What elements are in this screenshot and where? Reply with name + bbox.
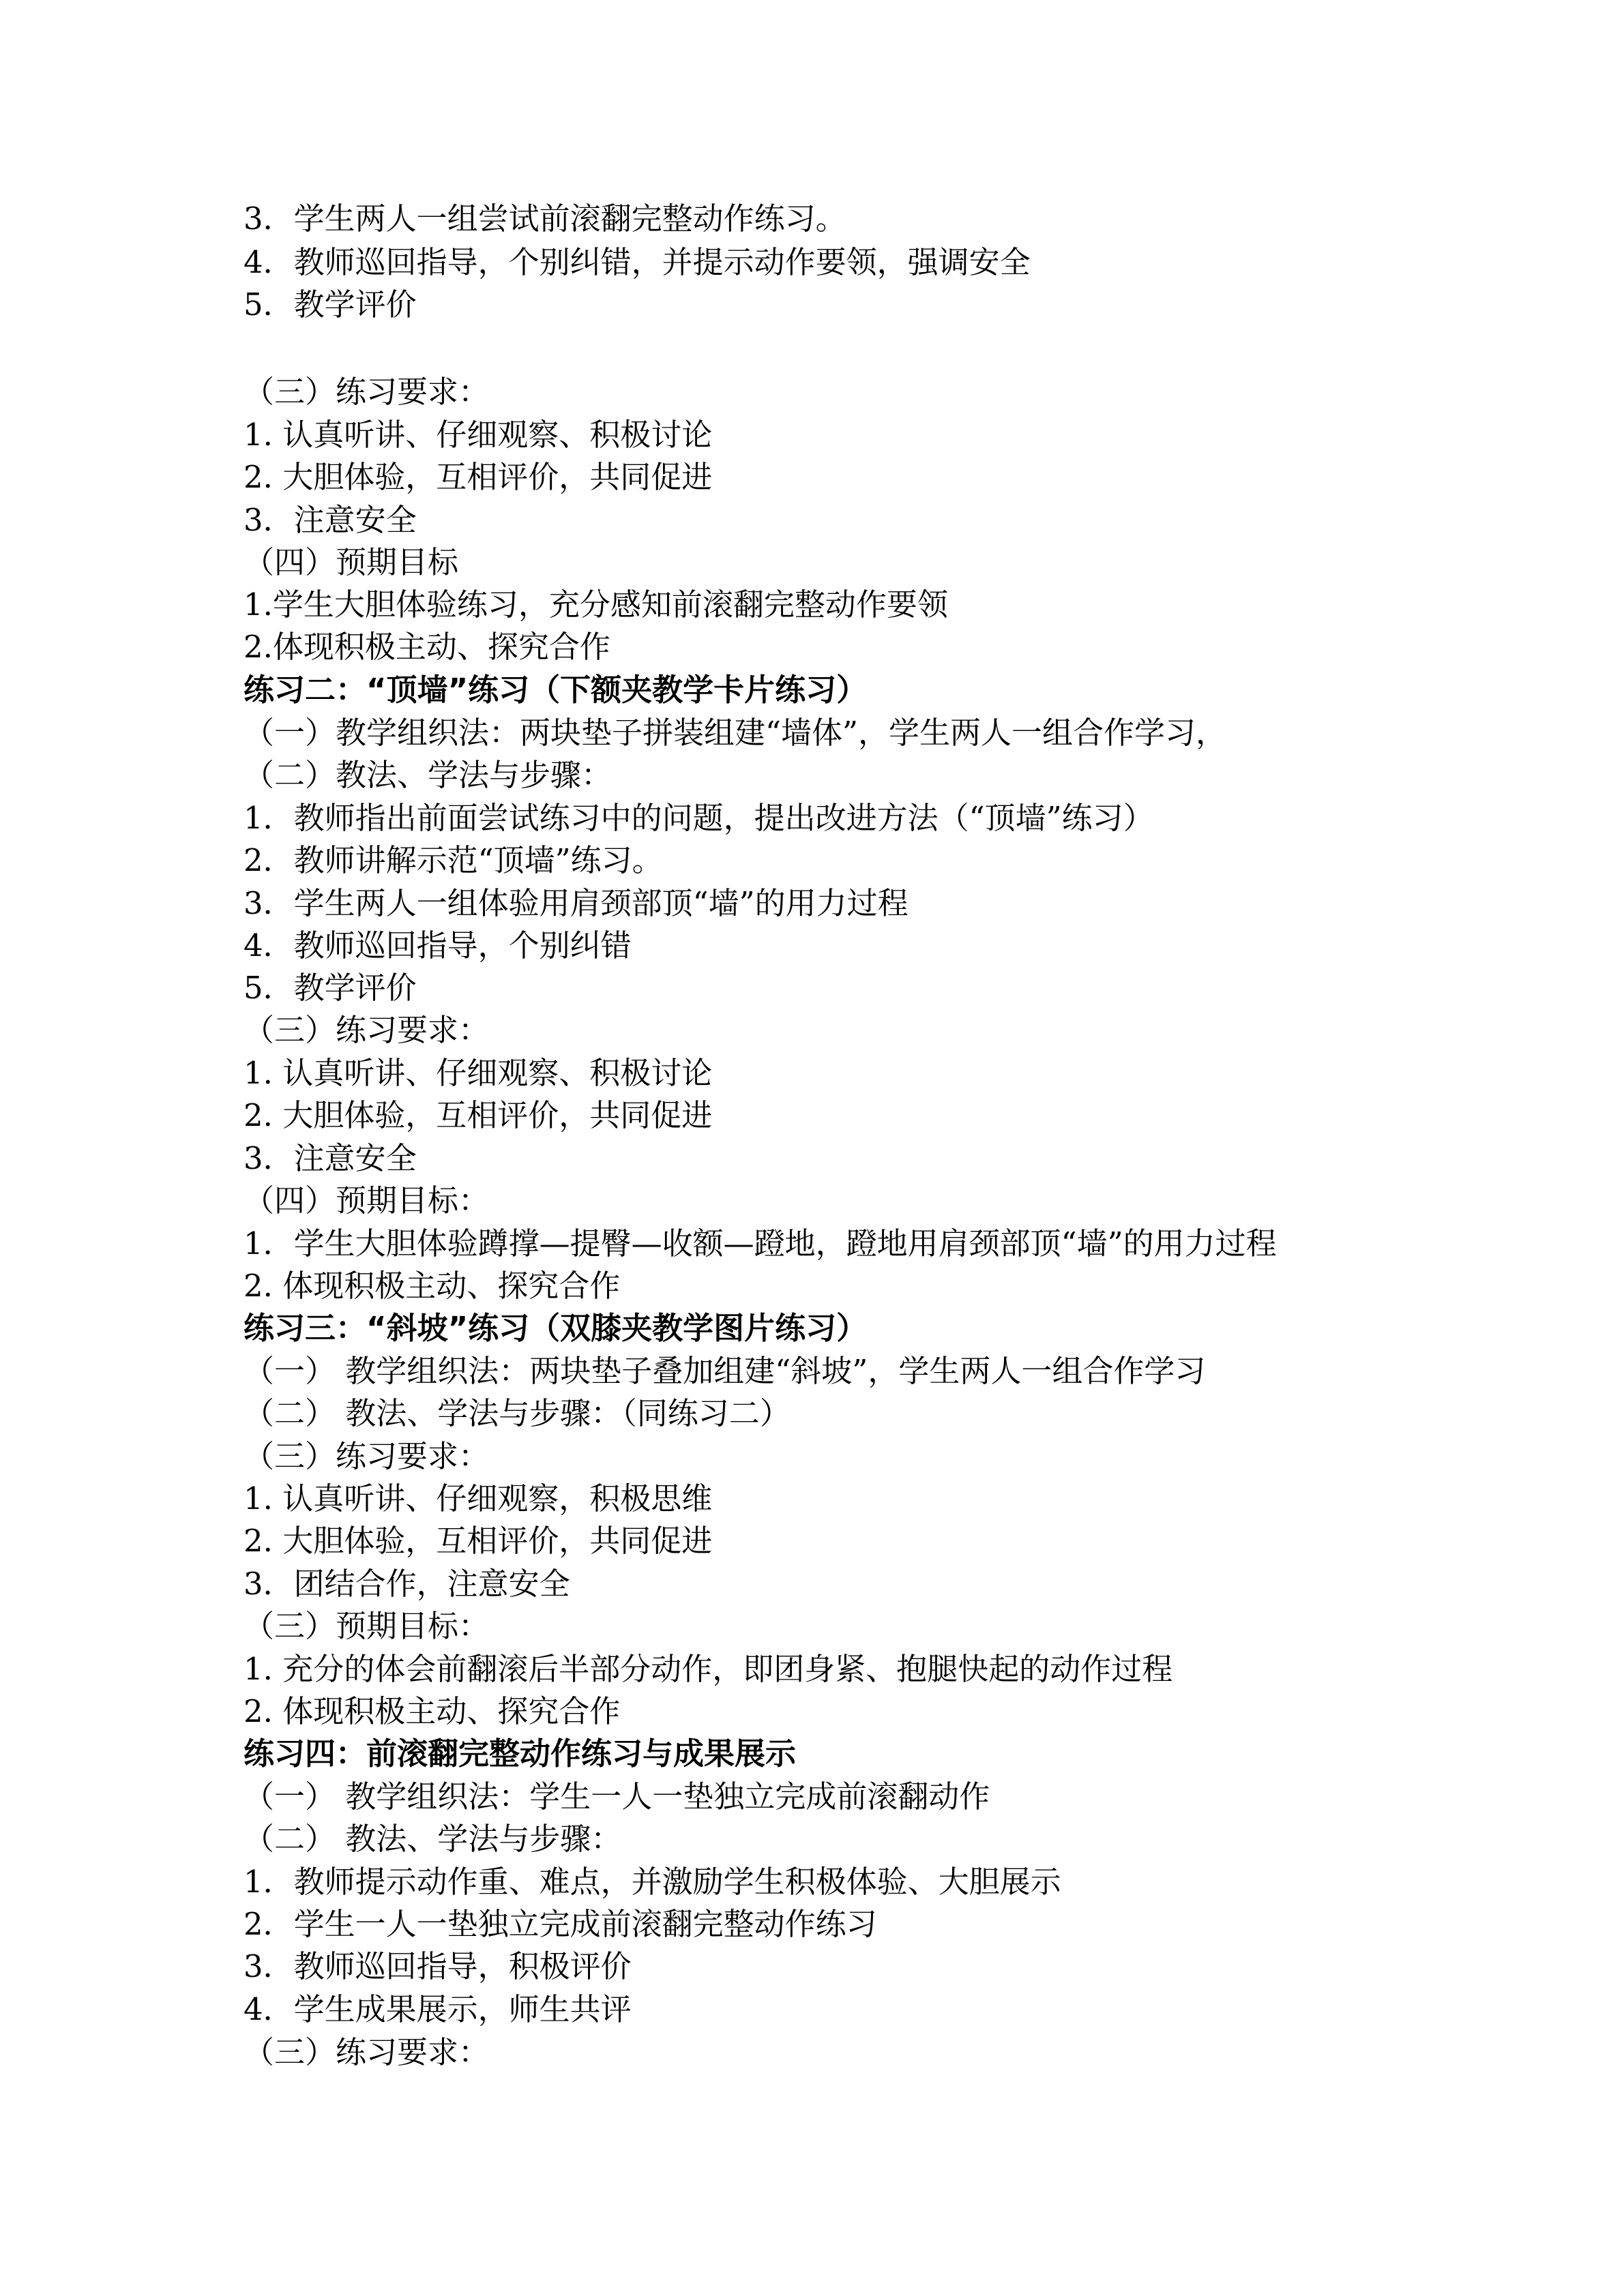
text-line: （二） 教法、学法与步骤： bbox=[243, 1821, 622, 1857]
text-line: 3．教师巡回指导，积极评价 bbox=[243, 1948, 632, 1984]
text-line: （三）练习要求： bbox=[243, 1438, 490, 1474]
text-line: 1. 充分的体会前翻滚后半部分动作，即团身紧、抱腿快起的动作过程 bbox=[243, 1651, 1173, 1687]
text-line: 3．学生两人一组体验用肩颈部顶“墙”的用力过程 bbox=[243, 885, 909, 921]
text-line: 4．教师巡回指导，个别纠错 bbox=[243, 927, 632, 964]
text-line: （三）练习要求： bbox=[243, 374, 490, 410]
text-line: （二）教法、学法与步骤： bbox=[243, 757, 612, 793]
text-line: 2．学生一人一垫独立完成前滚翻完整动作练习 bbox=[243, 1906, 877, 1942]
text-line: 2．教师讲解示范“顶墙”练习。 bbox=[243, 842, 663, 878]
text-line: 2. 体现积极主动、探究合作 bbox=[243, 1268, 621, 1304]
text-line: 2. 体现积极主动、探究合作 bbox=[243, 1693, 621, 1729]
text-line: 1.学生大胆体验练习，充分感知前滚翻完整动作要领 bbox=[243, 586, 948, 623]
text-line: 1. 认真听讲、仔细观察，积极思维 bbox=[243, 1480, 713, 1517]
text-line: 1. 认真听讲、仔细观察、积极讨论 bbox=[243, 1055, 713, 1091]
text-line: （一） 教学组织法：学生一人一垫独立完成前滚翻动作 bbox=[243, 1778, 990, 1815]
text-line: 4．学生成果展示，师生共评 bbox=[243, 1991, 632, 2027]
text-line: 1．教师提示动作重、难点，并激励学生积极体验、大胆展示 bbox=[243, 1864, 1061, 1900]
text-line: （四）预期目标： bbox=[243, 1182, 490, 1219]
text-line: 5．教学评价 bbox=[243, 286, 417, 323]
text-line: 2.体现积极主动、探究合作 bbox=[243, 629, 610, 665]
text-line: 1．教师指出前面尝试练习中的问题，提出改进方法（“顶墙”练习） bbox=[243, 800, 1154, 836]
text-line: （三）练习要求： bbox=[243, 2034, 490, 2070]
text-line: 2. 大胆体验，互相评价，共同促进 bbox=[243, 1097, 713, 1133]
section-heading: 练习三：“斜坡”练习（双膝夹教学图片练习） bbox=[243, 1310, 868, 1346]
text-line: 2. 大胆体验，互相评价，共同促进 bbox=[243, 1523, 713, 1559]
text-line: 5．教学评价 bbox=[243, 970, 417, 1006]
text-line: 2. 大胆体验，互相评价，共同促进 bbox=[243, 459, 713, 495]
text-line: （三）预期目标： bbox=[243, 1608, 490, 1644]
section-heading: 练习二：“顶墙”练习（下额夹教学卡片练习） bbox=[243, 672, 868, 708]
text-line: 1．学生大胆体验蹲撑—提臀—收额—蹬地，蹬地用肩颈部顶“墙”的用力过程 bbox=[243, 1225, 1277, 1262]
text-line: 4．教师巡回指导，个别纠错，并提示动作要领，强调安全 bbox=[243, 244, 1031, 280]
text-line: （二） 教法、学法与步骤：（同练习二） bbox=[243, 1395, 791, 1431]
text-line: 3．学生两人一组尝试前滚翻完整动作练习。 bbox=[243, 200, 846, 237]
section-heading: 练习四：前滚翻完整动作练习与成果展示 bbox=[243, 1735, 797, 1772]
text-line: 3．注意安全 bbox=[243, 502, 417, 538]
text-line: 3．注意安全 bbox=[243, 1140, 417, 1176]
text-line: （四）预期目标 bbox=[243, 544, 459, 580]
text-line: 3．团结合作，注意安全 bbox=[243, 1566, 570, 1602]
text-line: 1. 认真听讲、仔细观察、积极讨论 bbox=[243, 417, 713, 453]
text-line: （三）练习要求： bbox=[243, 1012, 490, 1048]
text-line: （一）教学组织法：两块垫子拼装组建“墙体”，学生两人一组合作学习， bbox=[243, 715, 1227, 751]
text-line: （一） 教学组织法：两块垫子叠加组建“斜坡”，学生两人一组合作学习 bbox=[243, 1353, 1206, 1389]
